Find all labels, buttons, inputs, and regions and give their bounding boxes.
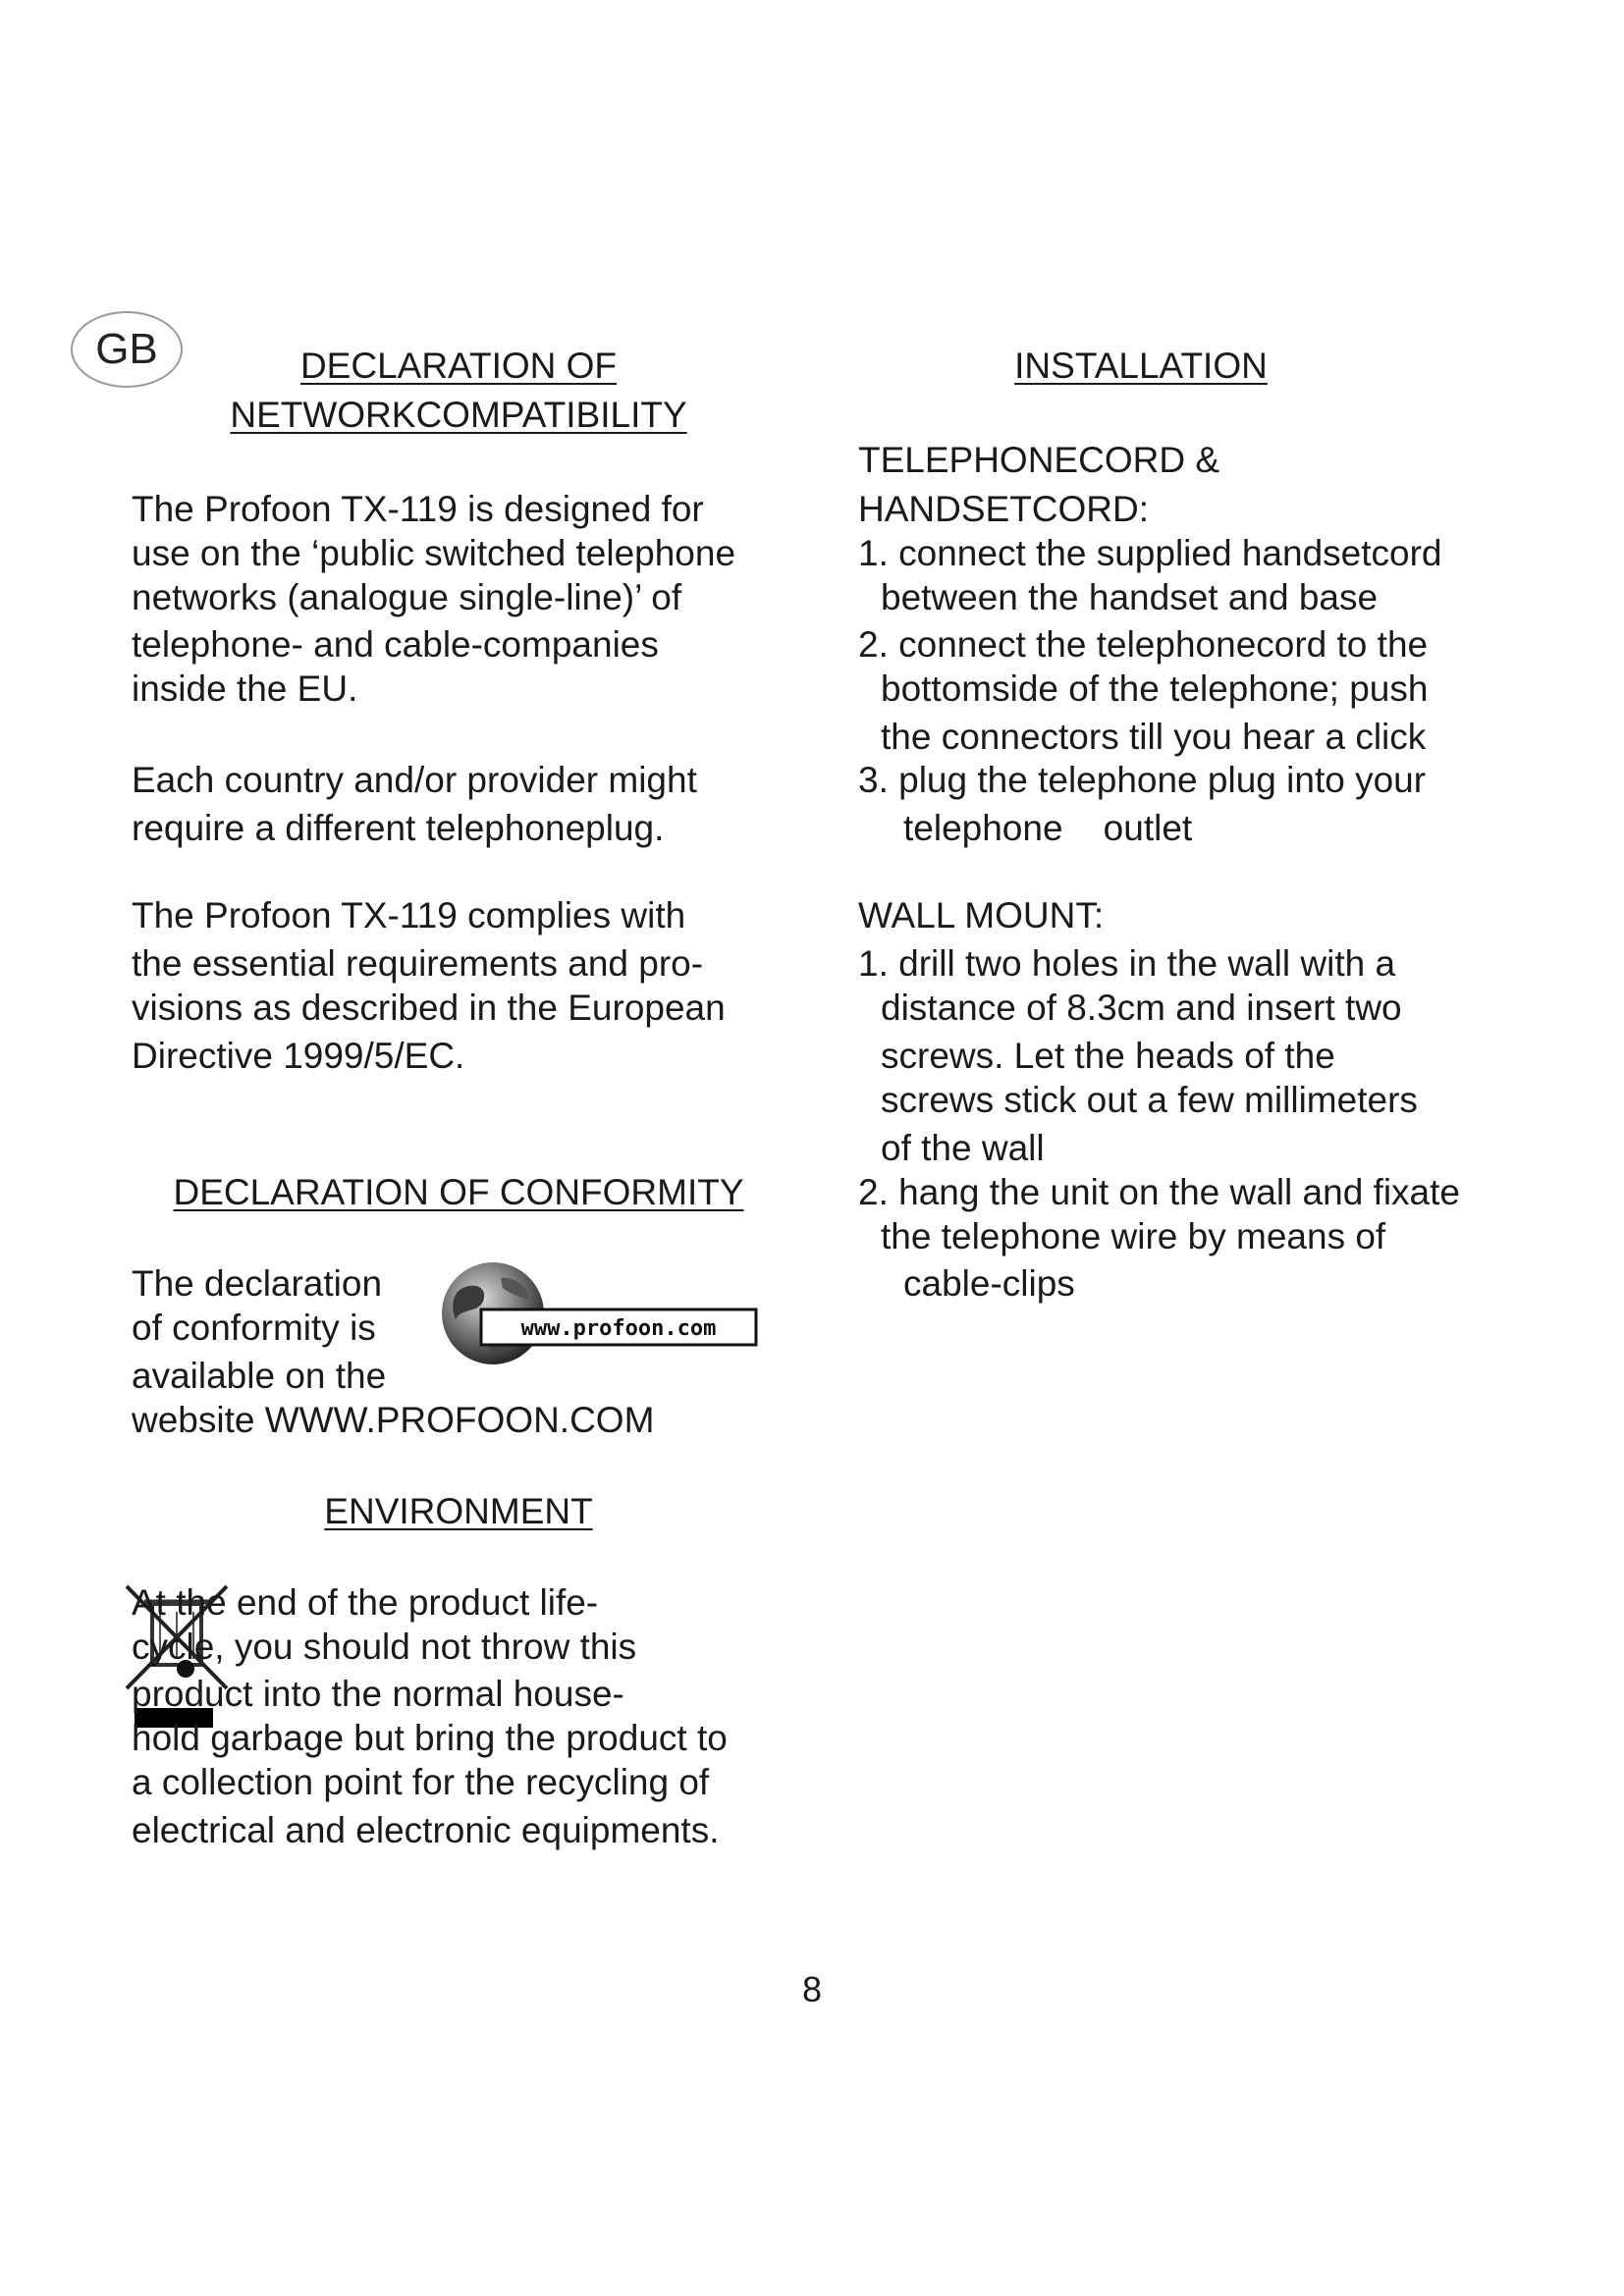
text-line: visions as described in the European xyxy=(132,988,726,1028)
text-line: telephone- and cable-companies xyxy=(132,624,659,665)
text-line: require a different telephoneplug. xyxy=(132,808,665,848)
step-line: of the wall xyxy=(881,1128,1045,1168)
text-line: use on the ‘public switched telephone xyxy=(132,533,736,573)
wall-mount-heading: WALL MOUNT: xyxy=(858,895,1105,935)
environment-heading: ENVIRONMENT xyxy=(324,1491,593,1531)
text-line: electrical and electronic equipments. xyxy=(132,1810,720,1850)
conformity-heading: DECLARATION OF CONFORMITY xyxy=(173,1172,744,1212)
text-line: networks (analogue single-line)’ of xyxy=(132,577,682,617)
step-line: the telephone wire by means of xyxy=(881,1216,1386,1256)
text-line: a collection point for the recycling of xyxy=(132,1762,710,1802)
step-line: 2. hang the unit on the wall and fixate xyxy=(858,1172,1460,1212)
text-line: available on the xyxy=(132,1356,387,1396)
cord-heading-line-2: HANDSETCORD: xyxy=(858,489,1150,529)
text-line: of conformity is xyxy=(132,1308,376,1348)
step-line: screws. Let the heads of the xyxy=(881,1036,1335,1076)
step-line: between the handset and base xyxy=(881,577,1379,617)
text-line: At the end of the product life- xyxy=(132,1582,599,1623)
text-line: Each country and/or provider might xyxy=(132,760,697,800)
text-line: cycle, you should not throw this xyxy=(132,1627,637,1667)
text-line: The Profoon TX-119 complies with xyxy=(132,895,686,935)
text-line: hold garbage but bring the product to xyxy=(132,1718,728,1758)
step-line: 3. plug the telephone plug into your xyxy=(858,760,1427,800)
step-line: 1. drill two holes in the wall with a xyxy=(858,943,1396,984)
left-column xyxy=(0,0,805,2296)
step-line: bottomside of the telephone; push xyxy=(881,668,1429,709)
text-line: The Profoon TX-119 is designed for xyxy=(132,489,704,529)
page-number: 8 xyxy=(801,1969,823,2009)
text-line: website WWW.PROFOON.COM xyxy=(132,1400,655,1440)
text-line: Directive 1999/5/EC. xyxy=(132,1036,465,1076)
step-line: the connectors till you hear a click xyxy=(881,717,1427,757)
logo-url-text: www.profoon.com xyxy=(520,1316,717,1341)
step-line: distance of 8.3cm and insert two xyxy=(881,988,1402,1028)
cord-heading-line-1: TELEPHONECORD & xyxy=(858,440,1220,480)
installation-heading: INSTALLATION xyxy=(1014,346,1268,386)
right-column xyxy=(805,0,1624,2296)
step-line: 2. connect the telephonecord to the xyxy=(858,624,1429,665)
language-badge: GB xyxy=(71,311,183,388)
globe-icon xyxy=(432,1258,762,1368)
step-line: cable-clips xyxy=(903,1263,1075,1304)
step-line: 1. connect the supplied handsetcord xyxy=(858,533,1442,573)
step-line: screws stick out a few millimeters xyxy=(881,1080,1418,1120)
text-line: product into the normal house- xyxy=(132,1674,624,1714)
network-heading-line-2: NETWORKCOMPATIBILITY xyxy=(230,395,687,435)
text-line: The declaration xyxy=(132,1263,383,1304)
step-line: telephone outlet xyxy=(903,808,1193,848)
profoon-globe-logo xyxy=(432,1258,762,1368)
network-heading-line-1: DECLARATION OF xyxy=(299,346,618,386)
text-line: the essential requirements and pro- xyxy=(132,943,704,984)
text-line: inside the EU. xyxy=(132,668,358,709)
